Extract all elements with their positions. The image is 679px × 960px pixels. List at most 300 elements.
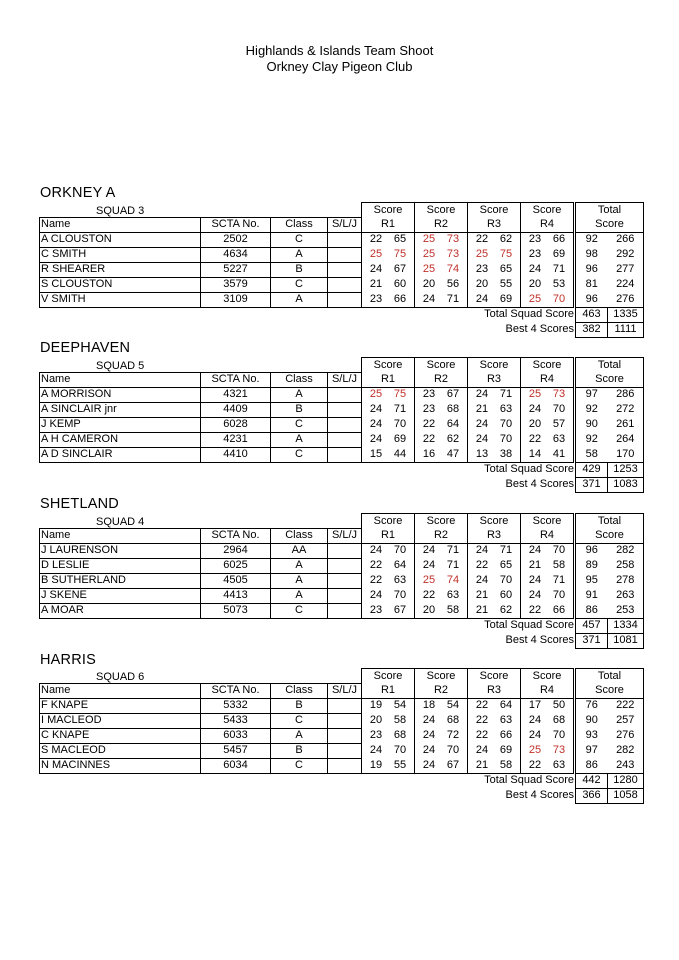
round-header: R4 [521,372,574,387]
squad-total-row [40,462,644,477]
squad-total-points: 1280 [608,773,644,788]
round-score-cell [468,728,521,743]
round-hits: 19 [369,758,383,771]
round-points: 64 [393,559,407,571]
name-header: Name [40,528,201,543]
header-row-top [40,514,644,529]
round-score-cell [521,543,574,558]
round-score-cell [362,387,415,402]
total-points: 253 [608,603,644,618]
round-score-cell [521,743,574,758]
round-score [468,388,520,401]
shooter-name: A MOAR [40,603,201,618]
total-points: 282 [608,543,644,558]
squad-label: SQUAD 6 [96,671,145,683]
round-hits: 23 [528,233,542,246]
round-score-cell [521,573,574,588]
best-four-label: Best 4 Scores [505,634,574,646]
round-hits: 17 [528,699,542,712]
slj-value [328,573,362,588]
name-header: Name [40,217,201,232]
scta-number: 4321 [201,387,271,402]
round-score-cell [415,432,468,447]
header-row-top [40,358,644,373]
table-row [40,402,644,417]
total-points: 170 [608,447,644,462]
round-score-cell [362,277,415,292]
scta-number: 4410 [201,447,271,462]
round-score-cell [362,232,415,247]
round-score [468,433,520,446]
round-points: 57 [552,418,566,430]
round-score-cell [521,232,574,247]
round-score [415,699,467,712]
round-score [521,418,573,431]
round-hits: 24 [528,729,542,741]
score-header: Score [521,669,574,684]
round-score [415,418,467,431]
total-hits: 86 [576,758,608,773]
round-score-cell [362,713,415,728]
score-header: Score [415,514,468,529]
total-hits: 92 [576,432,608,447]
squad-total-row [40,618,644,633]
best-four-points: 1111 [608,322,644,337]
score-header: Score [415,203,468,218]
round-score-cell [468,698,521,713]
slj-value [328,387,362,402]
round-hits: 22 [369,559,383,571]
round-points: 70 [499,418,513,430]
round-score [362,388,414,401]
round-score-cell [468,247,521,262]
score-header: Score [468,203,521,218]
scta-header: SCTA No. [201,217,271,232]
round-points: 70 [393,418,407,430]
score-table [39,357,644,493]
round-score-cell [415,543,468,558]
round-score [415,759,467,772]
table-row [40,447,644,462]
total-points: 243 [608,758,644,773]
shooter-name: A MORRISON [40,387,201,402]
round-score [521,248,573,261]
round-points: 68 [552,714,566,726]
round-points: 73 [552,744,566,756]
total-points: 282 [608,743,644,758]
round-score [362,589,414,602]
shooter-class: C [271,758,328,773]
squad-total-label: Total Squad Score [484,774,574,787]
round-hits: 24 [475,544,489,557]
round-points: 63 [552,758,566,771]
round-score-cell [415,713,468,728]
total-points: 266 [608,232,644,247]
round-score-cell [468,588,521,603]
round-score [468,699,520,712]
scta-number: 6025 [201,558,271,573]
best-four-label: Best 4 Scores [505,323,574,335]
round-score-cell [362,262,415,277]
table-row [40,698,644,713]
slj-value [328,713,362,728]
round-points: 64 [446,418,460,430]
round-points: 56 [446,278,460,290]
round-points: 65 [499,263,513,275]
team-name: SHETLAND [40,496,119,512]
round-points: 41 [552,447,566,460]
round-score-cell [468,758,521,773]
round-header: R4 [521,217,574,232]
round-points: 69 [393,433,407,445]
total-points: 264 [608,432,644,447]
shooter-name: A CLOUSTON [40,232,201,247]
round-points: 69 [499,744,513,756]
shooter-class: C [271,417,328,432]
round-score [362,759,414,772]
score-header: Score [362,514,415,529]
round-header: R2 [415,528,468,543]
round-hits: 24 [369,744,383,756]
table-row [40,743,644,758]
round-hits: 24 [422,292,436,305]
round-hits: 25 [528,744,542,756]
round-score [362,293,414,306]
round-points: 63 [499,403,513,415]
round-hits: 20 [475,278,489,290]
table-row [40,262,644,277]
total-points: 292 [608,247,644,262]
total-points: 277 [608,262,644,277]
round-hits: 24 [422,729,436,741]
class-header: Class [271,528,328,543]
round-points: 62 [499,233,513,246]
round-points: 58 [446,603,460,616]
team-name: HARRIS [40,652,96,668]
shooter-class: A [271,387,328,402]
total-hits: 86 [576,603,608,618]
round-score-cell [521,558,574,573]
round-score-cell [415,698,468,713]
round-score [521,744,573,757]
shooter-name: A SINCLAIR jnr [40,402,201,417]
shooter-name: D LESLIE [40,558,201,573]
round-score-cell [415,447,468,462]
round-hits: 24 [475,574,489,586]
round-score-cell [468,387,521,402]
round-score [521,403,573,416]
round-hits: 19 [369,699,383,712]
name-header: Name [40,683,201,698]
round-score-cell [362,447,415,462]
round-score-cell [521,713,574,728]
score-header: Score [362,358,415,373]
round-hits: 22 [475,559,489,571]
round-score [521,293,573,306]
round-points: 67 [393,603,407,616]
round-points: 71 [552,263,566,275]
round-score [362,574,414,587]
round-points: 70 [552,544,566,557]
total-score-header: Score [576,217,644,232]
round-header: R1 [362,683,415,698]
round-points: 67 [446,388,460,401]
total-points: 222 [608,698,644,713]
score-header: Score [468,669,521,684]
round-score [362,714,414,727]
round-hits: 24 [422,559,436,571]
round-score-cell [468,402,521,417]
shooter-name: J SKENE [40,588,201,603]
round-hits: 15 [369,447,383,460]
round-points: 66 [393,292,407,305]
round-points: 63 [393,574,407,586]
round-points: 54 [393,699,407,712]
round-hits: 24 [369,589,383,601]
best-four-points: 1081 [608,633,644,648]
slj-value [328,603,362,618]
class-header: Class [271,217,328,232]
scta-number: 4634 [201,247,271,262]
round-score [415,589,467,602]
round-points: 60 [499,589,513,601]
round-header: R3 [468,528,521,543]
score-header: Score [415,358,468,373]
round-points: 68 [446,403,460,415]
round-points: 50 [552,699,566,712]
round-hits: 22 [528,758,542,771]
round-hits: 23 [369,292,383,305]
scta-number: 5457 [201,743,271,758]
shooter-class: A [271,588,328,603]
round-score [362,699,414,712]
shooter-name: J KEMP [40,417,201,432]
best-four-label: Best 4 Scores [505,478,574,490]
best-four-hits: 371 [576,477,608,492]
round-score-cell [415,232,468,247]
shooter-name: A D SINCLAIR [40,447,201,462]
round-points: 72 [446,729,460,741]
scta-number: 5433 [201,713,271,728]
round-score [468,233,520,246]
round-hits: 24 [422,758,436,771]
round-score-cell [521,588,574,603]
round-points: 71 [499,388,513,401]
slj-header: S/L/J [328,528,362,543]
total-points: 276 [608,728,644,743]
shooter-name: C KNAPE [40,728,201,743]
round-score-cell [362,543,415,558]
round-hits: 21 [475,589,489,601]
shooter-name: A H CAMERON [40,432,201,447]
class-header: Class [271,372,328,387]
round-hits: 22 [475,699,489,712]
table-row [40,277,644,292]
total-hits: 98 [576,247,608,262]
round-hits: 20 [422,603,436,616]
scta-number: 4505 [201,573,271,588]
round-score-cell [468,573,521,588]
shooter-class: A [271,558,328,573]
round-score-cell [415,603,468,618]
squad-total-points: 1253 [608,462,644,477]
round-score [415,714,467,727]
round-points: 70 [552,403,566,415]
shooter-name: V SMITH [40,292,201,307]
total-hits: 90 [576,713,608,728]
table-row [40,558,644,573]
slj-header: S/L/J [328,372,362,387]
round-score-cell [362,292,415,307]
round-points: 69 [552,248,566,260]
round-score [362,744,414,757]
scta-header: SCTA No. [201,683,271,698]
table-row [40,588,644,603]
round-points: 71 [499,544,513,557]
scta-number: 6028 [201,417,271,432]
total-hits: 95 [576,573,608,588]
round-hits: 25 [369,388,383,401]
round-points: 70 [446,744,460,756]
slj-header: S/L/J [328,683,362,698]
round-score-cell [521,447,574,462]
best-four-label: Best 4 Scores [505,789,574,801]
round-score-cell [468,713,521,728]
total-hits: 90 [576,417,608,432]
round-points: 58 [552,559,566,571]
round-points: 54 [446,699,460,712]
round-score [415,248,467,261]
round-hits: 21 [528,559,542,571]
round-points: 66 [552,233,566,246]
round-score-cell [362,758,415,773]
round-points: 69 [499,292,513,305]
round-score [362,403,414,416]
document-title: Highlands & Islands Team Shoot [245,43,434,58]
round-score [521,233,573,246]
round-hits: 20 [528,278,542,290]
round-points: 70 [552,589,566,601]
shooter-name: N MACINNES [40,758,201,773]
round-points: 75 [393,388,407,401]
round-points: 70 [552,729,566,741]
round-score [468,418,520,431]
round-hits: 25 [422,233,436,246]
round-score [468,729,520,742]
round-points: 70 [393,544,407,557]
round-hits: 22 [528,603,542,616]
total-hits: 92 [576,402,608,417]
best-four-row [40,633,644,648]
slj-value [328,262,362,277]
squad-total-points: 1334 [608,618,644,633]
round-score [468,744,520,757]
shooter-name: B SUTHERLAND [40,573,201,588]
round-score-cell [521,758,574,773]
total-points: 278 [608,573,644,588]
score-header: Score [468,514,521,529]
round-score [468,559,520,572]
round-score-cell [521,387,574,402]
round-hits: 22 [475,233,489,246]
round-points: 62 [446,433,460,445]
round-points: 73 [446,248,460,260]
best-four-points: 1083 [608,477,644,492]
round-points: 60 [393,278,407,290]
total-hits: 96 [576,262,608,277]
slj-value [328,232,362,247]
round-hits: 24 [369,403,383,415]
shooter-class: B [271,698,328,713]
round-score-cell [521,402,574,417]
shooter-name: S CLOUSTON [40,277,201,292]
header-row [40,528,644,543]
best-four-hits: 382 [576,322,608,337]
round-header: R1 [362,528,415,543]
round-hits: 22 [369,574,383,586]
round-score-cell [468,447,521,462]
scta-header: SCTA No. [201,528,271,543]
table-row [40,603,644,618]
total-hits: 92 [576,232,608,247]
round-points: 71 [552,574,566,586]
score-header: Score [468,358,521,373]
round-score-cell [468,262,521,277]
score-header: Score [521,514,574,529]
scta-number: 2964 [201,543,271,558]
shooter-class: A [271,247,328,262]
slj-value [328,292,362,307]
round-hits: 21 [369,278,383,290]
table-row [40,758,644,773]
slj-value [328,402,362,417]
total-points: 286 [608,387,644,402]
round-score [468,589,520,602]
round-score-cell [415,417,468,432]
best-four-points: 1058 [608,788,644,803]
round-hits: 24 [528,714,542,726]
shooter-name: F KNAPE [40,698,201,713]
round-header: R2 [415,683,468,698]
scta-number: 4409 [201,402,271,417]
squad-total-label: Total Squad Score [484,463,574,476]
name-header: Name [40,372,201,387]
round-points: 38 [499,447,513,460]
round-score [521,278,573,291]
round-score-cell [415,558,468,573]
table-row [40,543,644,558]
round-hits: 22 [475,729,489,741]
round-header: R3 [468,683,521,698]
round-hits: 22 [422,418,436,430]
best-four-hits: 371 [576,633,608,648]
score-table [39,668,644,804]
round-score [468,293,520,306]
round-score-cell [521,417,574,432]
round-hits: 18 [422,699,436,712]
total-hits: 93 [576,728,608,743]
round-header: R4 [521,683,574,698]
round-points: 58 [499,758,513,771]
round-score [521,388,573,401]
table-row [40,387,644,402]
round-points: 55 [393,758,407,771]
round-score-cell [362,588,415,603]
round-score [521,263,573,276]
scta-number: 6034 [201,758,271,773]
total-hits: 97 [576,387,608,402]
round-points: 68 [393,729,407,741]
